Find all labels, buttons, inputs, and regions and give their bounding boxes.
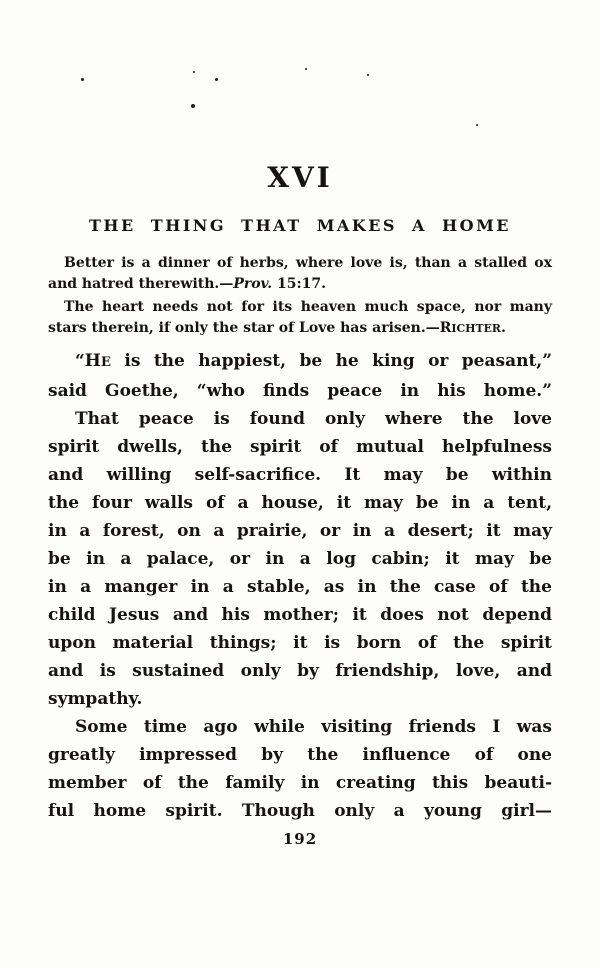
text-line [48, 517, 552, 545]
text-segment: spirit dwells, the spirit of mutual helpfulness [48, 437, 552, 457]
text-segment: in a forest, on a prairie, or in a desert; it may [48, 521, 552, 541]
text-line [48, 573, 552, 601]
epigraph [48, 297, 552, 339]
text-line [48, 377, 552, 405]
text-line [48, 797, 552, 825]
text-line [48, 657, 552, 685]
page-number: 192 [282, 830, 318, 848]
text-segment: upon material things; it is born of the spirit [48, 633, 552, 653]
italic-text: Prov. [233, 276, 273, 292]
text-segment: That peace is found only where the love [75, 409, 552, 429]
text-segment: and hatred therewith.— [48, 276, 234, 292]
text-segment: sympathy. [48, 689, 143, 709]
text-line [48, 545, 552, 573]
text-segment: member of the family in creating this beauti- [48, 773, 552, 793]
text-line [48, 629, 552, 657]
epigraph [48, 253, 552, 295]
text-line [48, 713, 552, 741]
chapter-number: XVI [267, 161, 333, 194]
text-segment: The heart needs not for its heaven much space, nor many [64, 299, 552, 315]
text-segment: greatly impressed by the influence of one [48, 745, 552, 765]
text-segment: be in a palace, or in a log cabin; it may be [48, 549, 552, 569]
text-line [48, 274, 552, 295]
scan-speck [476, 124, 478, 126]
text-segment: Some time ago while visiting friends I was [75, 717, 552, 737]
text-line [48, 253, 552, 274]
text-line [48, 433, 552, 461]
scan-speck [193, 71, 195, 73]
text-line [48, 297, 552, 318]
text-segment: said Goethe, “who finds peace in his home.” [48, 381, 552, 401]
scan-speck [367, 74, 369, 76]
text-segment: Better is a dinner of herbs, where love is, than a stalled ox [64, 255, 552, 271]
text-segment: 15:17. [272, 276, 327, 292]
body-paragraph [48, 347, 552, 405]
text-segment: is the happiest, be he king or peasant,” [110, 351, 552, 371]
scan-speck [191, 104, 195, 108]
scan-speck [305, 68, 307, 70]
text-line [48, 769, 552, 797]
text-line [48, 461, 552, 489]
text-segment: child Jesus and his mother; it does not depend [48, 605, 552, 625]
text-segment: “H [75, 351, 101, 371]
text-segment: stars therein, if only the star of Love has arisen.—R [48, 320, 452, 336]
body-text [48, 347, 552, 825]
scan-speck [81, 78, 84, 81]
text-segment: and willing self-sacrifice. It may be within [48, 465, 552, 485]
epigraph-block [48, 253, 552, 341]
text-line [48, 347, 552, 377]
text-segment: in a manger in a stable, as in the case of the [48, 577, 552, 597]
text-line [48, 685, 552, 713]
body-paragraph [48, 713, 552, 825]
scan-speck [215, 78, 218, 81]
text-segment: and is sustained only by friendship, love, and [48, 661, 552, 681]
text-line [48, 741, 552, 769]
text-segment: the four walls of a house, it may be in a tent, [48, 493, 552, 513]
text-line [48, 489, 552, 517]
text-line [48, 318, 552, 339]
body-paragraph [48, 405, 552, 713]
small-caps-text: E [100, 355, 111, 370]
small-caps-text: ICHTER [451, 322, 501, 335]
text-segment: . [500, 320, 506, 336]
text-segment: ful home spirit. Though only a young girl— [48, 801, 552, 821]
text-line [48, 405, 552, 433]
text-line [48, 601, 552, 629]
chapter-title: THE THING THAT MAKES A HOME [89, 216, 511, 235]
